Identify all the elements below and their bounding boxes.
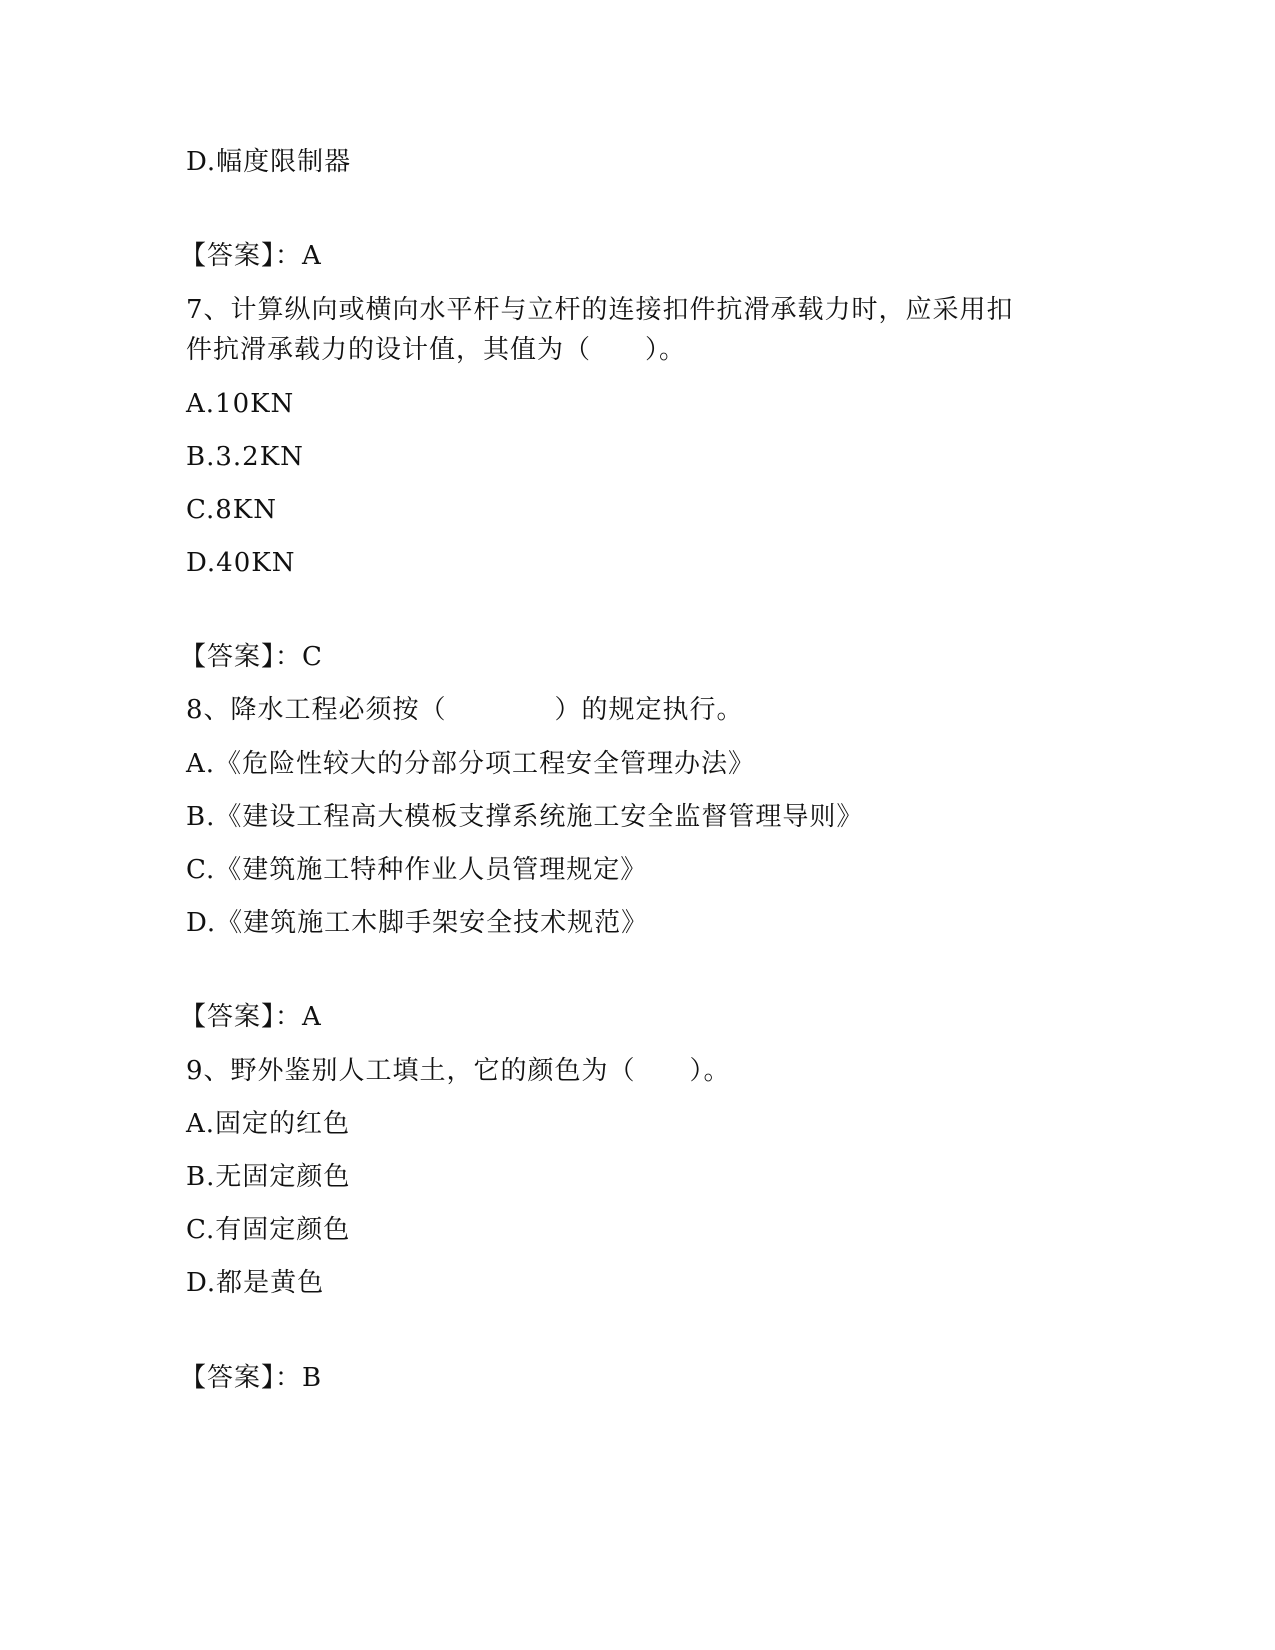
q7-option-b: B.3.2KN	[186, 442, 304, 472]
q7-stem-line2: 件抗滑承载力的设计值，其值为（ ）。	[186, 335, 687, 365]
q7-stem-line1: 7、计算纵向或横向水平杆与立杆的连接扣件抗滑承载力时，应采用扣	[186, 295, 1014, 325]
q9-option-a: A.固定的红色	[186, 1109, 351, 1139]
q8-option-a: A.《危险性较大的分部分项工程安全管理办法》	[186, 749, 756, 779]
q9-option-c: C.有固定颜色	[186, 1215, 351, 1245]
q9-answer: 【答案】：B	[180, 1363, 323, 1393]
prev-option-d: D.幅度限制器	[186, 147, 352, 177]
q7-option-d: D.40KN	[186, 548, 296, 578]
q9-option-d: D.都是黄色	[186, 1268, 325, 1298]
q8-option-c: C.《建筑施工特种作业人员管理规定》	[186, 855, 648, 885]
q8-option-b: B.《建设工程高大模板支撑系统施工安全监督管理导则》	[186, 802, 864, 832]
q9-option-b: B.无固定颜色	[186, 1162, 351, 1192]
q9-stem: 9、野外鉴别人工填土，它的颜色为（ ）。	[186, 1056, 731, 1086]
q7-option-c: C.8KN	[186, 495, 277, 525]
q8-stem: 8、降水工程必须按（ ）的规定执行。	[186, 695, 744, 725]
q8-answer: 【答案】：A	[180, 1002, 322, 1032]
prev-answer: 【答案】：A	[180, 241, 322, 271]
q8-option-d: D.《建筑施工木脚手架安全技术规范》	[186, 908, 649, 938]
q7-answer: 【答案】：C	[180, 642, 323, 672]
q7-option-a: A.10KN	[186, 389, 295, 419]
